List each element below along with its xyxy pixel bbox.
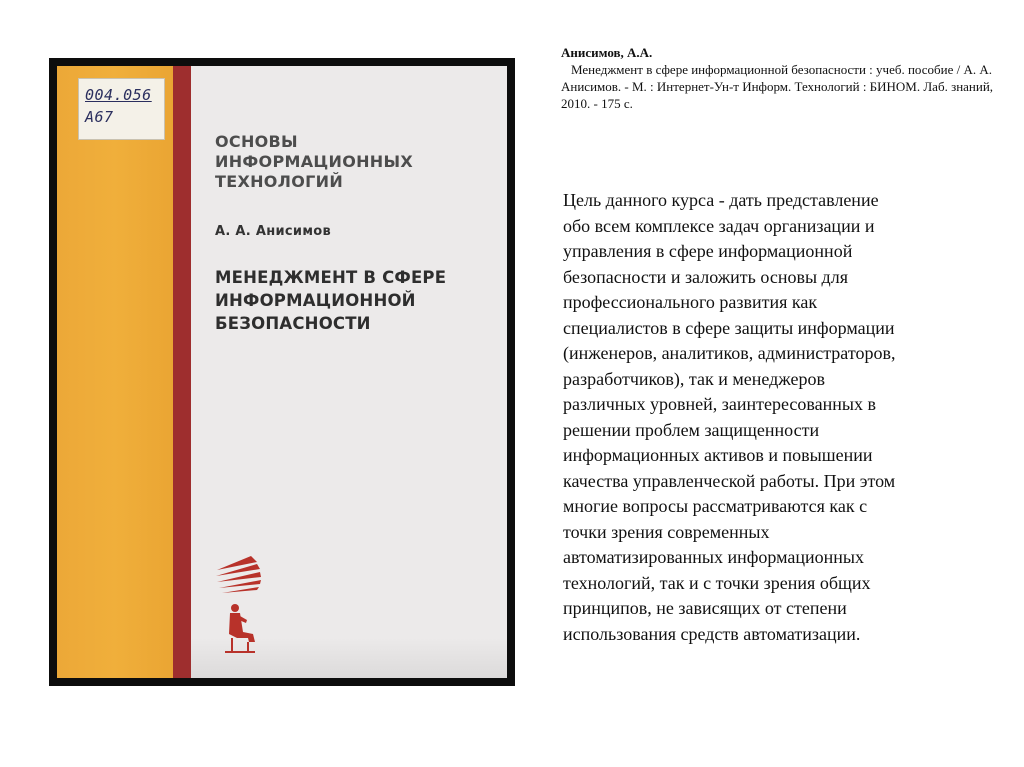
book-cover [57, 66, 507, 678]
description-line: Цель данного курса - дать представление [563, 190, 879, 210]
library-label-sticker [78, 78, 165, 140]
description-line: безопасности и заложить основы для [563, 266, 848, 287]
description-line: различных уровней, заинтересованных в [563, 394, 877, 414]
series-line: ИНФОРМАЦИОННЫХ [215, 152, 414, 171]
description-line: точки зрения современных [563, 521, 770, 542]
description-line: технологий, так и с точки зрения общих [563, 572, 871, 593]
cover-series-title [215, 132, 495, 192]
title-line: ИНФОРМАЦИОННОЙ [215, 291, 416, 310]
course-description [563, 188, 1003, 647]
description-line: информационных активов и повышении [563, 445, 873, 465]
description-line: профессионального развития как [563, 292, 818, 312]
title-line: БЕЗОПАСНОСТИ [215, 314, 371, 333]
bibliographic-reference [561, 44, 1001, 112]
cover-author: А. А. Анисимов [215, 224, 332, 239]
cover-red-strip [173, 66, 191, 678]
description-line: (инженеров, аналитиков, администраторов, [563, 343, 896, 363]
description-line: решении проблем защищенности [563, 419, 820, 440]
series-line: ТЕХНОЛОГИЙ [215, 172, 344, 191]
description-line: специалистов в сфере защиты информации [563, 317, 895, 338]
description-line: многие вопросы рассматриваются как с [563, 496, 868, 516]
series-line: ОСНОВЫ [215, 132, 298, 151]
cover-book-title [215, 266, 505, 335]
library-author-mark: A67 [85, 108, 114, 126]
description-line: автоматизированных информационных [563, 547, 865, 567]
description-line: принципов, не зависящих от степени [563, 598, 847, 618]
description-line: использования средств автоматизации. [563, 623, 861, 644]
reference-author: Анисимов, А.А. [561, 45, 653, 60]
reference-details: Менеджмент в сфере информационной безопасности : учеб. пособие / А. А. Анисимов. - М. : Интернет-Ун-т Информ. Технологий : БИНОМ. Лаб. знаний, 2010. - 175 с. [561, 62, 994, 111]
reader-under-lamp-icon [213, 554, 273, 664]
book-cover-image [49, 58, 515, 686]
description-line: управления в сфере информационной [563, 241, 853, 261]
description-line: разработчиков), так и менеджеров [563, 368, 825, 389]
title-line: МЕНЕДЖМЕНТ В СФЕРЕ [215, 268, 447, 287]
library-classification-code: 004.056 [85, 86, 152, 104]
description-line: обо всем комплексе задач организации и [563, 215, 875, 236]
description-line: качества управленческой работы. При этом [563, 470, 896, 491]
cover-orange-strip [57, 66, 173, 678]
